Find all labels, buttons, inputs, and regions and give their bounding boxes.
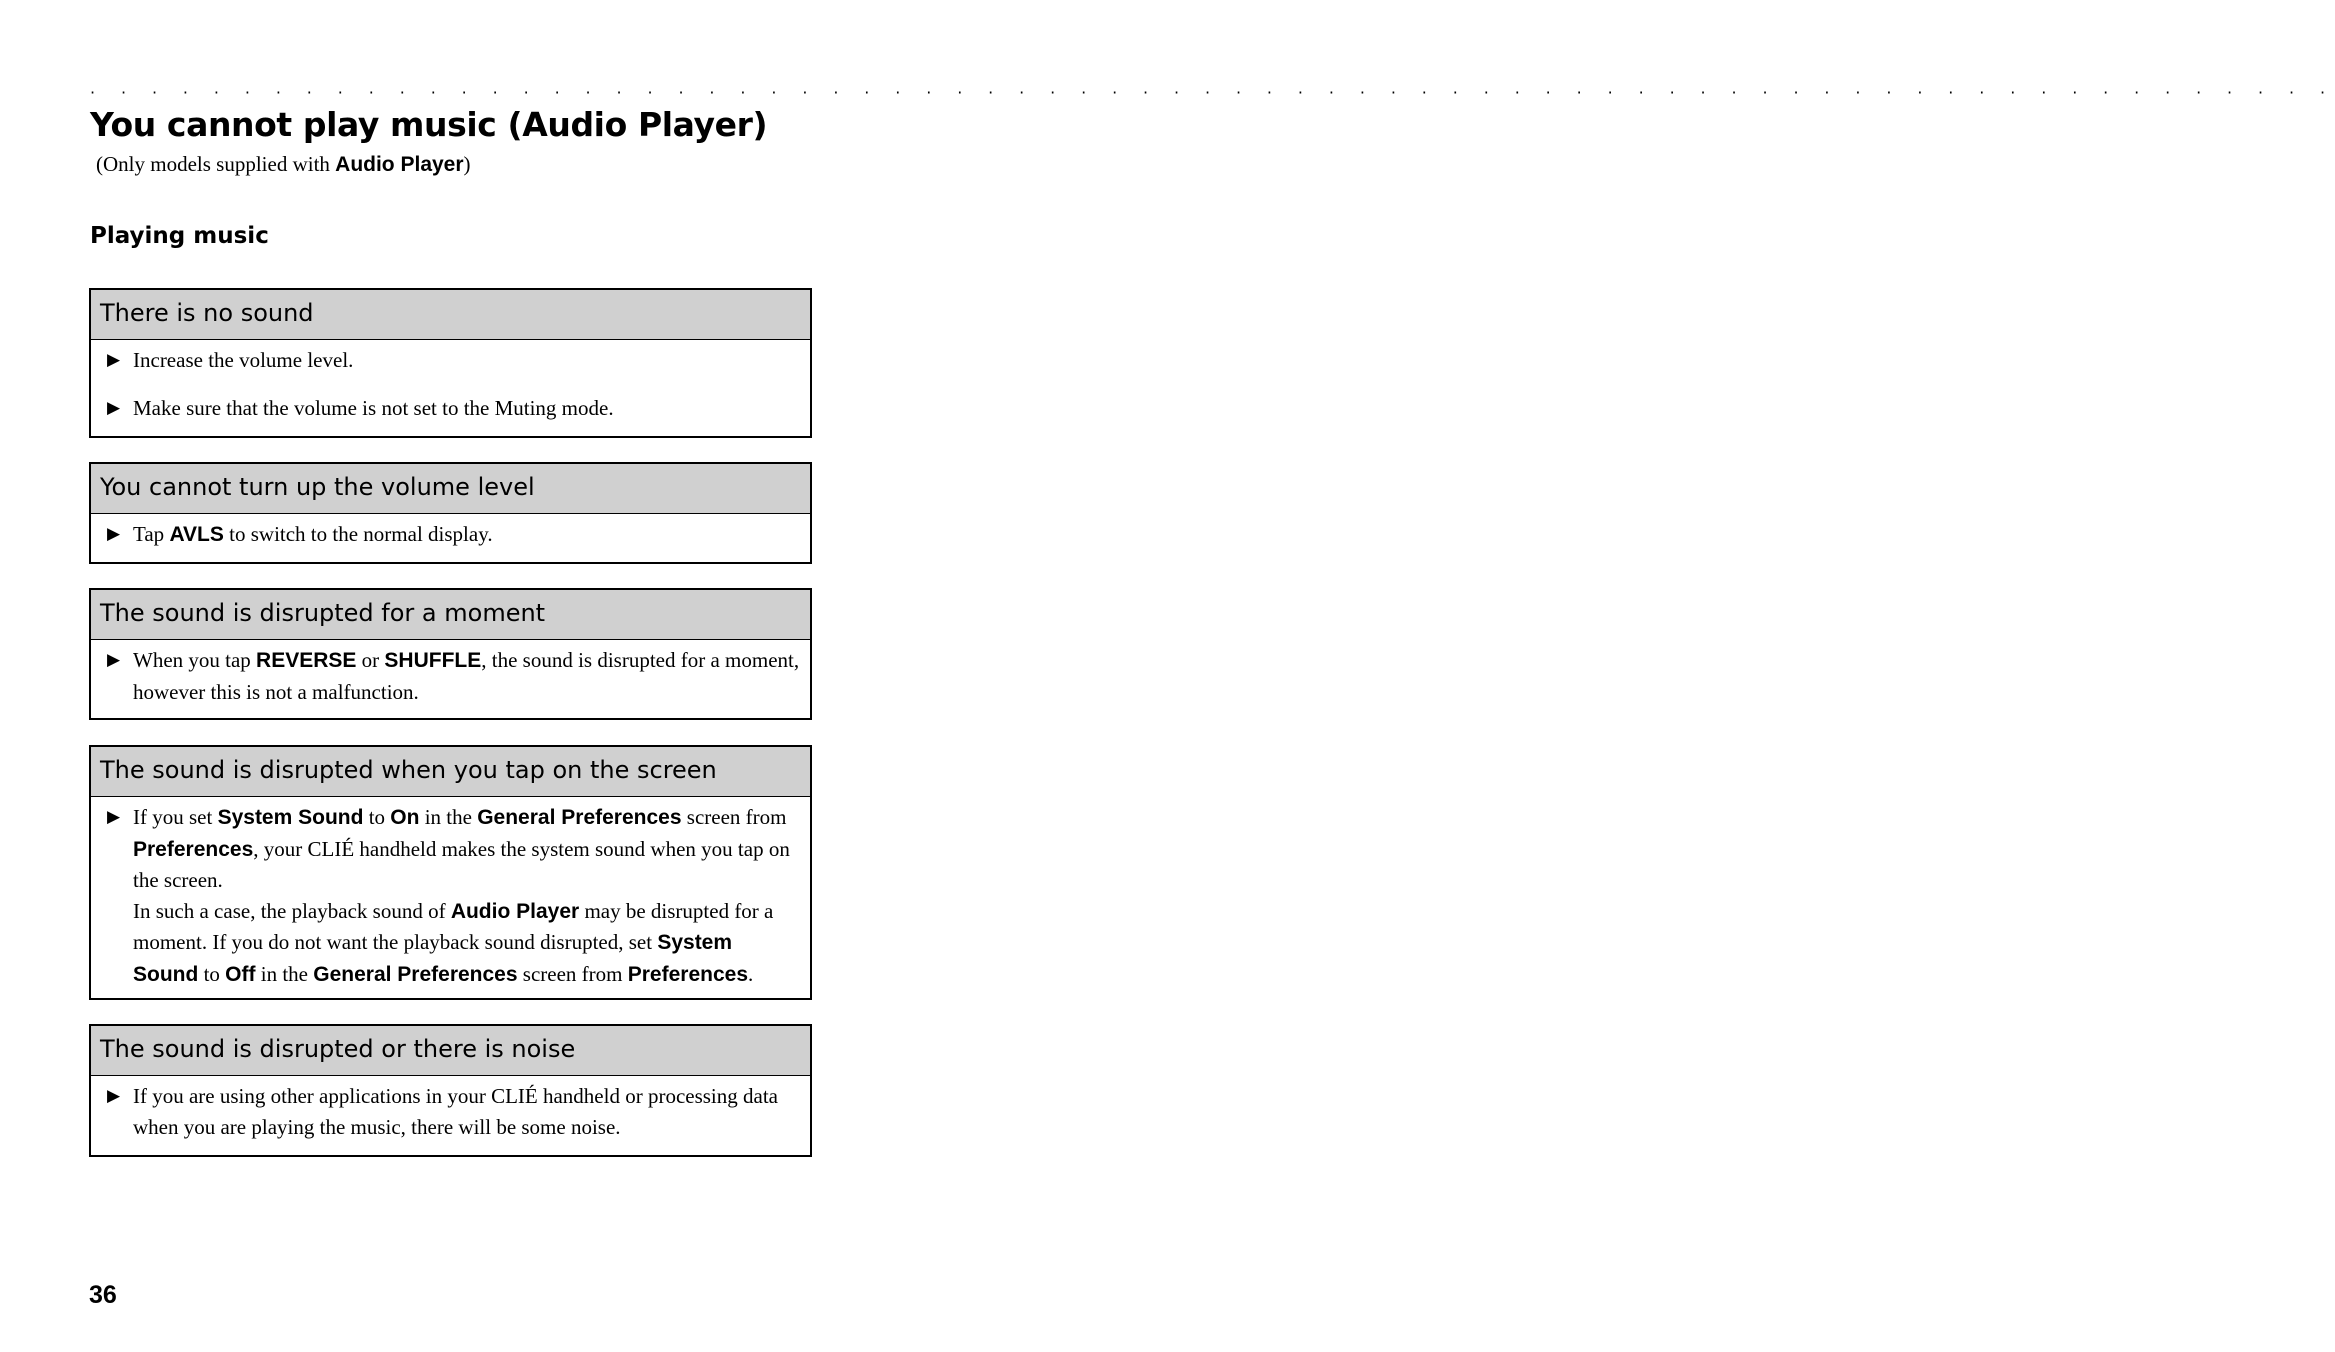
bullet-keyword: Preferences (133, 837, 254, 861)
bullet-keyword: SHUFFLE (384, 649, 482, 672)
bullet-item (91, 519, 810, 551)
box-heading: The sound is disrupted when you tap on the screen (91, 747, 810, 797)
trouble-box-tap-screen (89, 745, 812, 1000)
bullet-text: Increase the volume level. (133, 348, 354, 372)
bullet-keyword: General Preferences (477, 806, 682, 829)
bullet-text: If you are using other applications in your CLIÉ handheld or processing data when you are playing the music, there will be some noise. (133, 1084, 778, 1139)
bullet-item (91, 802, 810, 991)
subtitle-text: (Only models supplied with (96, 152, 336, 176)
bullet-text: screen from (681, 805, 787, 829)
bullet-keyword: System Sound (217, 806, 364, 829)
bullet-text: Make sure that the volume is not set to the Muting mode. (133, 396, 614, 420)
arrow-right-icon: ▶ (107, 398, 121, 418)
bullet-keyword: On (390, 806, 420, 829)
bullet-text: to (198, 961, 226, 986)
bullet-keyword: Off (225, 962, 256, 986)
bullet-item (91, 645, 810, 707)
bullet-text: In such a case, the playback sound of (133, 898, 451, 923)
bullet-text: may be disrupted for a moment. If you do not want the playback sound disrupted, set (133, 898, 774, 955)
arrow-right-icon: ▶ (107, 807, 121, 827)
box-heading: The sound is disrupted or there is noise (91, 1026, 810, 1076)
page-title: You cannot play music (Audio Player) (90, 105, 768, 144)
bullet-text: or (356, 648, 385, 672)
bullet-keyword: Preferences (627, 962, 748, 986)
bullet-text: in the (419, 805, 478, 829)
arrow-right-icon: ▶ (107, 524, 121, 544)
trouble-box-disrupted-moment (89, 588, 812, 720)
bullet-text: If you set (133, 805, 218, 829)
bullet-text: to (363, 805, 391, 829)
bullet-item (91, 393, 810, 424)
bullet-keyword: Audio Player (450, 899, 580, 923)
bullet-keyword: General Preferences (313, 962, 518, 986)
bullet-keyword: AVLS (169, 523, 224, 546)
trouble-box-volume (89, 462, 812, 564)
bullet-keyword: REVERSE (256, 649, 357, 672)
arrow-right-icon: ▶ (107, 350, 121, 370)
bullet-text: , the sound is disrupted for a moment, however this is not a malfunction. (133, 648, 800, 704)
page-number: 36 (89, 1281, 117, 1309)
bullet-text: When you tap (133, 648, 257, 672)
page-subtitle (96, 150, 471, 179)
bullet-keyword: System Sound (133, 931, 733, 986)
bullet-text: . (748, 961, 754, 986)
subtitle-app-name: Audio Player (335, 153, 464, 176)
dotted-rule: · · · · · · · · · · · · · · · · · · · · · · · · · · · · · · · · · · · · · · · · · · · · · · · · · · · · · · · · · · · · · · · · · · · · · · · · · (90, 83, 2335, 102)
box-heading: You cannot turn up the volume level (91, 464, 810, 514)
bullet-text: , your CLIÉ handheld makes the system sound when you tap on the screen. (133, 836, 790, 893)
bullet-text: Tap (133, 522, 170, 546)
bullet-text: to switch to the normal display. (223, 522, 493, 546)
section-title: Playing music (90, 223, 269, 249)
bullet-item (91, 1081, 810, 1142)
bullet-text: in the (255, 961, 314, 986)
box-heading: There is no sound (91, 290, 810, 340)
subtitle-close: ) (463, 152, 471, 176)
box-heading: The sound is disrupted for a moment (91, 590, 810, 640)
bullet-item (91, 345, 810, 376)
arrow-right-icon: ▶ (107, 1086, 121, 1106)
trouble-box-no-sound (89, 288, 812, 438)
trouble-box-noise (89, 1024, 812, 1157)
bullet-text: screen from (517, 961, 628, 986)
arrow-right-icon: ▶ (107, 650, 121, 670)
